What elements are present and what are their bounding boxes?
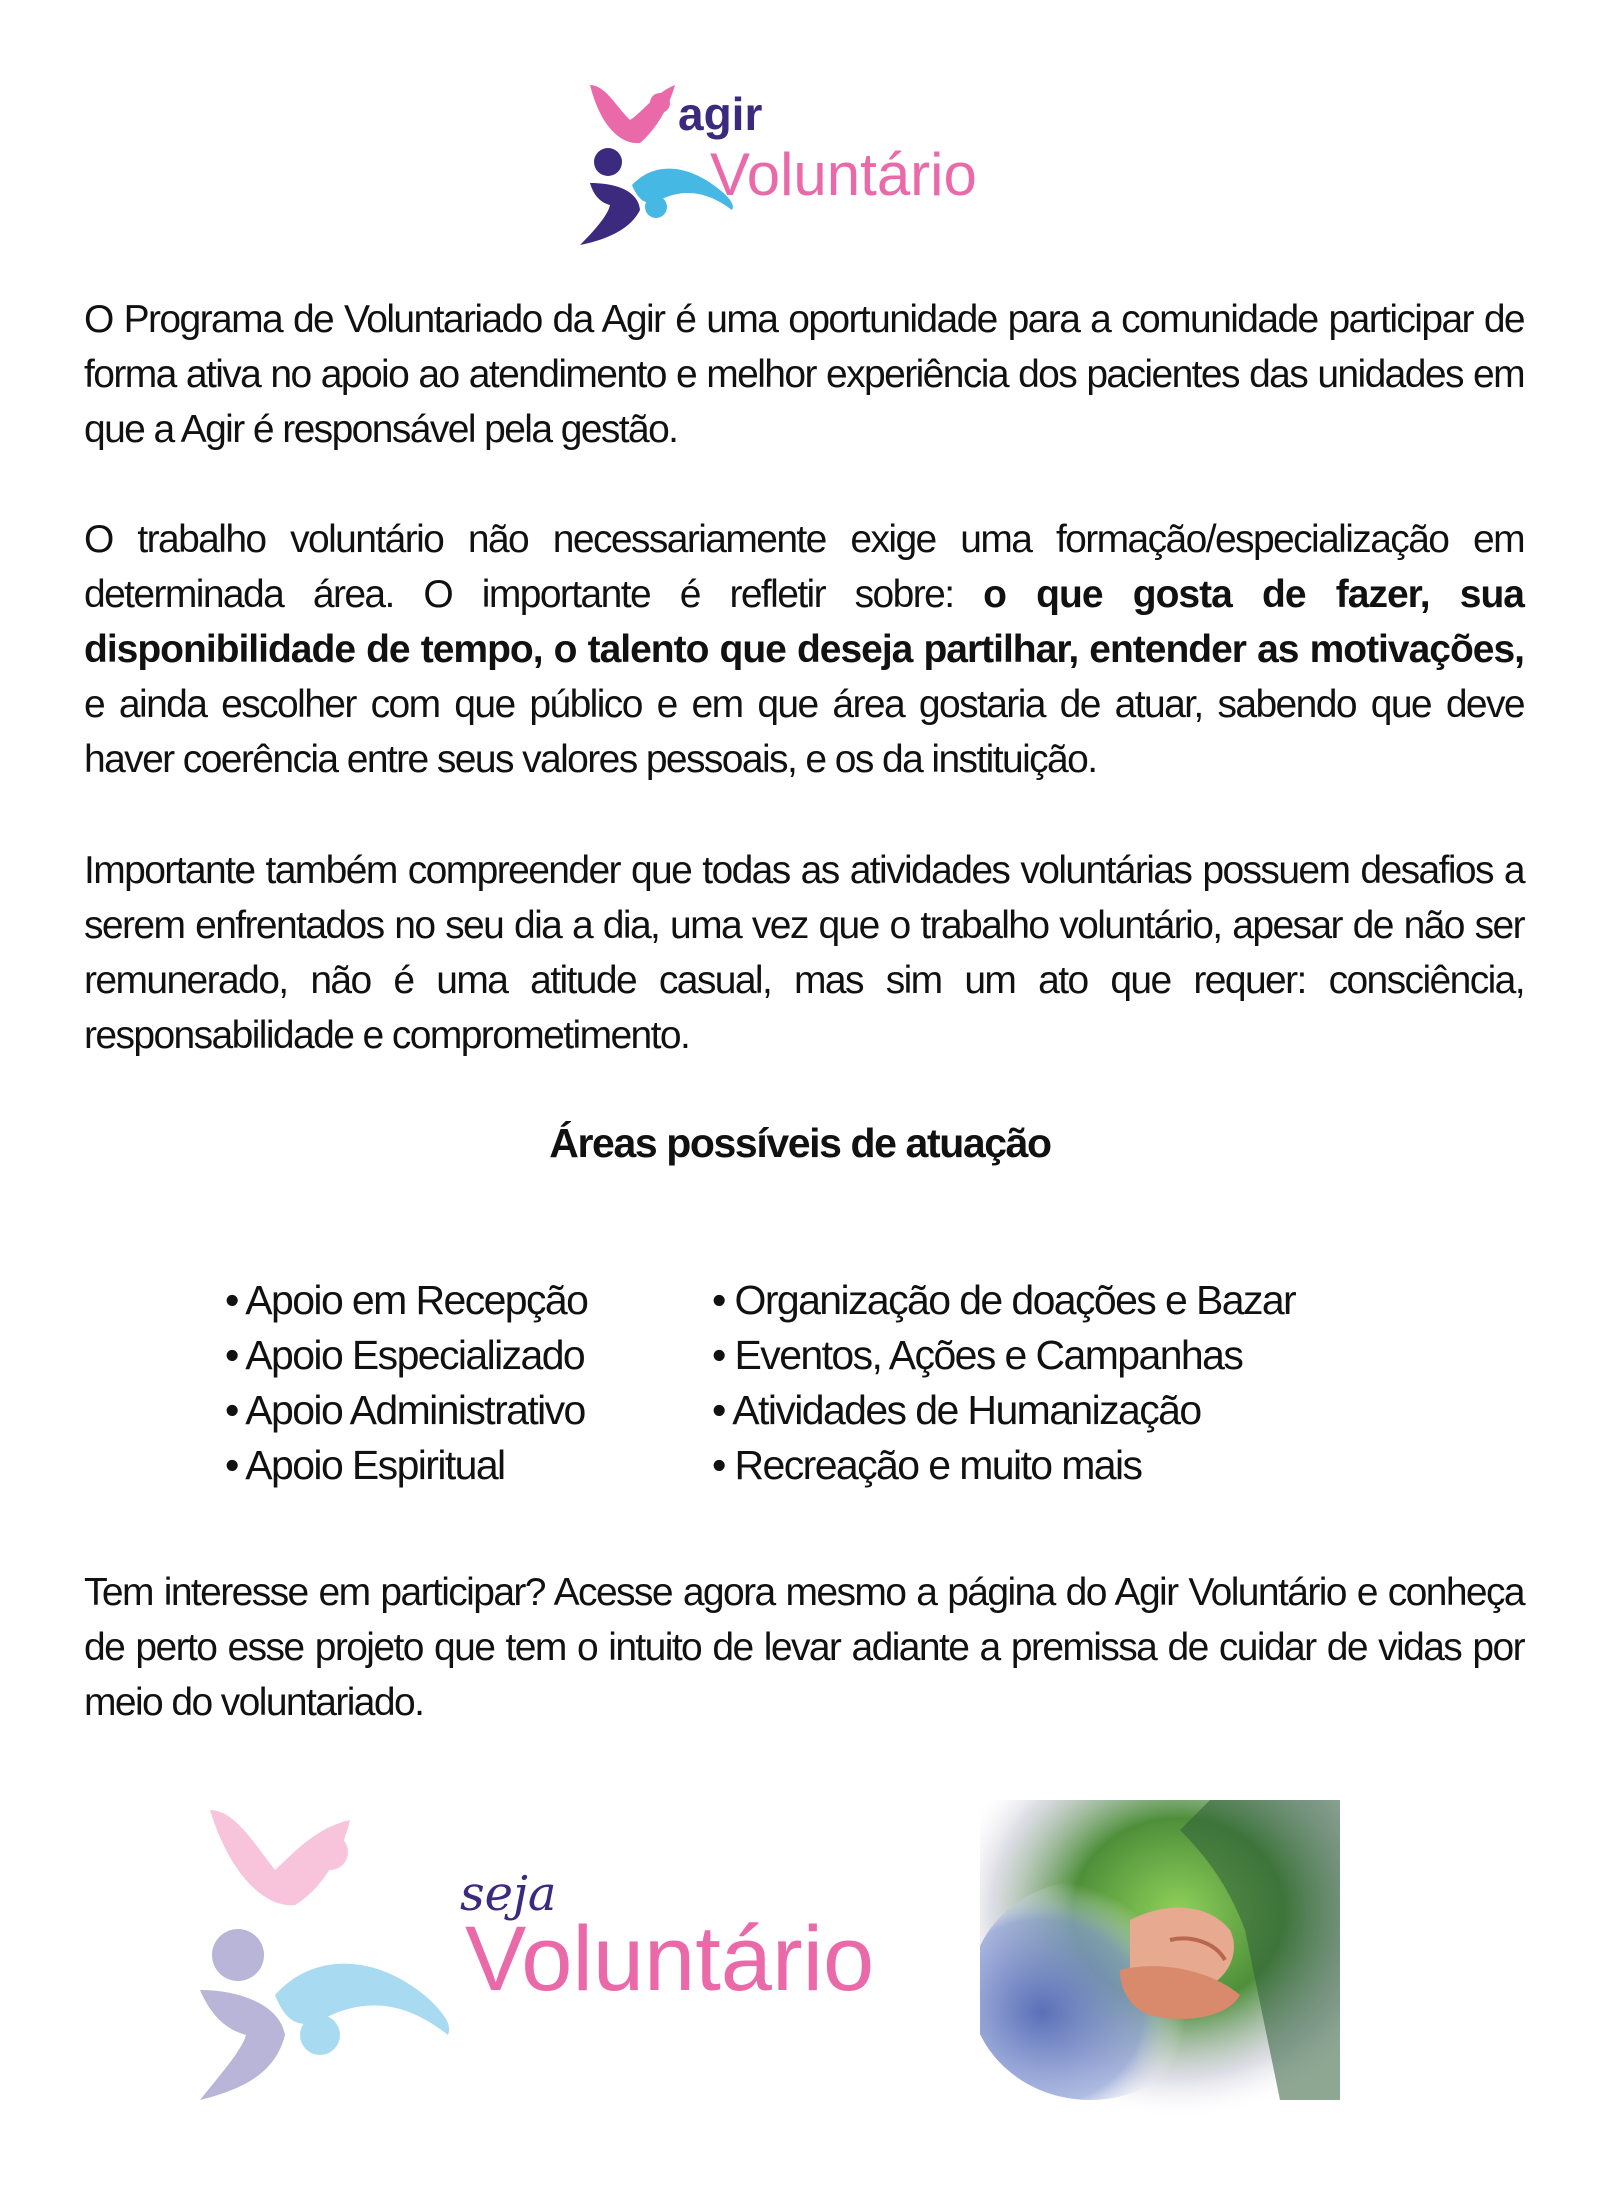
- requirements-text-end: e ainda escolher com que público e em que área gostaria de atuar, sabendo que deve haver coerência entre seus valores pessoais, e os da instituição.: [84, 683, 1524, 781]
- requirements-text-start: O trabalho voluntário não necessariamente exige uma formação/especialização em determinada área. O importante é refletir sobre:: [84, 518, 1524, 616]
- people-embrace-icon: [180, 1790, 1000, 2130]
- svg-text:seja: seja: [460, 1866, 557, 1922]
- list-item: • Apoio Especializado: [225, 1332, 585, 1378]
- list-item: • Atividades de Humanização: [712, 1387, 1201, 1433]
- list-item: • Recreação e muito mais: [712, 1442, 1142, 1488]
- seja-voluntario-logo: [180, 1790, 1000, 2130]
- call-to-action-paragraph: Tem interesse em participar? Acesse agora mesmo a página do Agir Voluntário e conheça de perto esse projeto que tem o intuito de levar adiante a premissa de cuidar de vidas por meio do voluntariado.: [84, 1571, 1524, 1724]
- challenges-paragraph: Importante também compreender que todas as atividades voluntárias possuem desafios a serem enfrentados no seu dia a dia, uma vez que o trabalho voluntário, apesar de não ser remunerado, não é uma atitude casual, mas sim um ato que requer: consciência, responsabilidade e comprometimento.: [84, 849, 1524, 1057]
- holding-hands-photo: [980, 1800, 1340, 2120]
- list-item: • Organização de doações e Bazar: [712, 1277, 1296, 1323]
- svg-text:agir: agir: [678, 88, 763, 140]
- requirements-paragraph: [84, 512, 1524, 787]
- areas-list-left: [225, 1273, 587, 1493]
- areas-list-right: [712, 1273, 1295, 1493]
- requirements-text-bold: o que gosta de fazer, sua disponibilidade de tempo, o talento que deseja partilhar, entender as motivações,: [84, 573, 1524, 671]
- people-embrace-icon: [560, 65, 1060, 255]
- intro-paragraph: O Programa de Voluntariado da Agir é uma oportunidade para a comunidade participar de forma ativa no apoio ao atendimento e melhor experiência dos pacientes das unidades em que a Agir é responsável pela gestão.: [84, 298, 1524, 451]
- areas-heading: Áreas possíveis de atuação: [549, 1120, 1051, 1166]
- svg-text:Voluntário: Voluntário: [710, 141, 977, 208]
- list-item: • Apoio em Recepção: [225, 1277, 588, 1323]
- list-item: • Apoio Administrativo: [225, 1387, 585, 1433]
- svg-text:Voluntário: Voluntário: [465, 1908, 875, 2010]
- list-item: • Eventos, Ações e Campanhas: [712, 1332, 1243, 1378]
- agir-voluntario-logo: [560, 65, 1060, 255]
- list-item: • Apoio Espiritual: [225, 1442, 505, 1488]
